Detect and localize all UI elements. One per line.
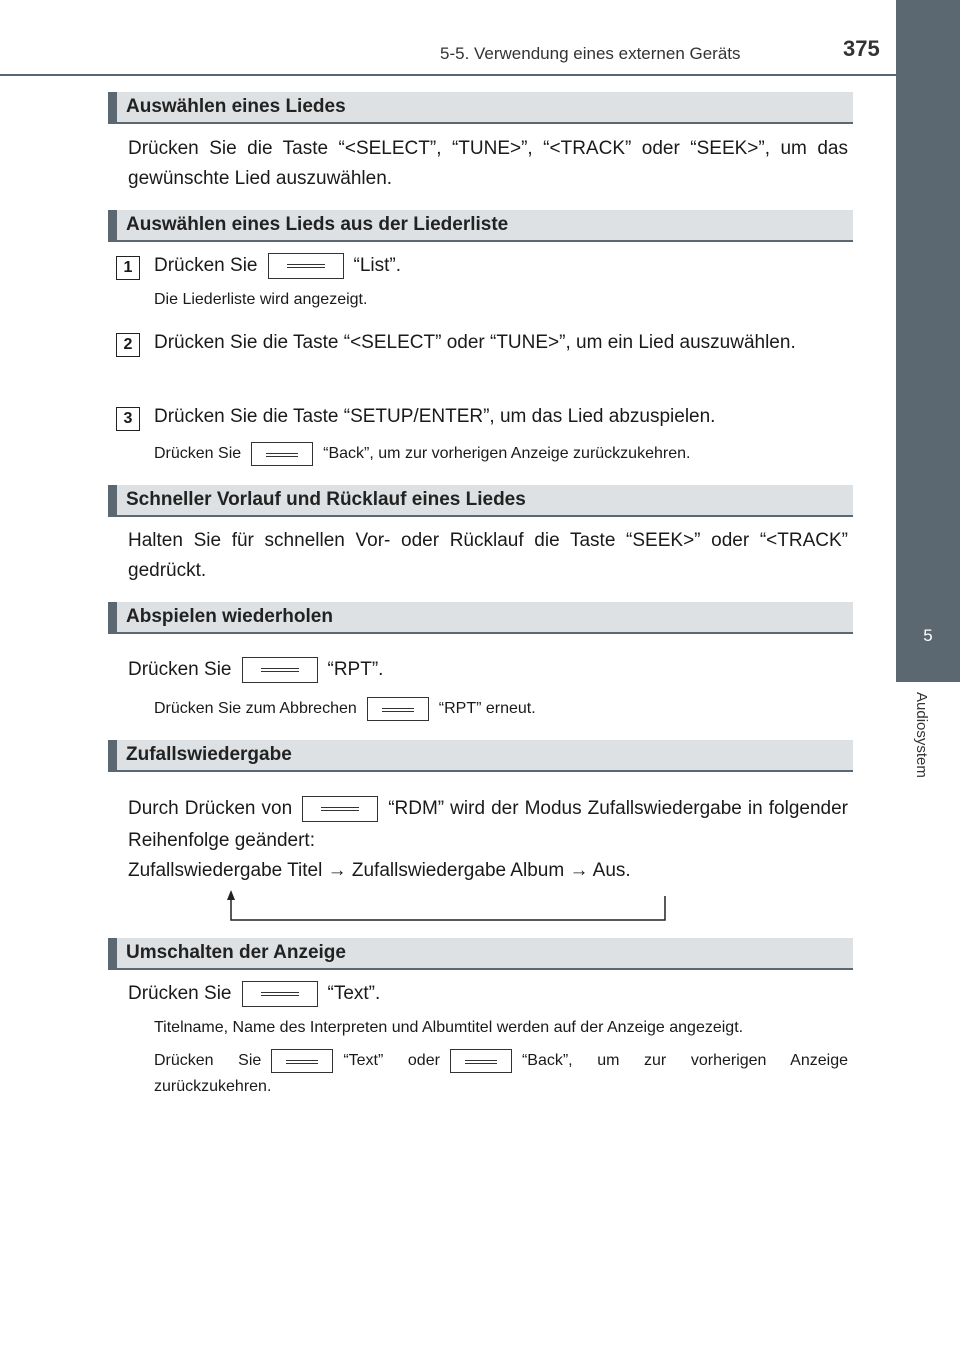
note (154, 696, 536, 722)
back-button-icon (450, 1049, 512, 1073)
rpt-button-icon (242, 657, 318, 683)
rdm-button-icon (302, 796, 378, 822)
step-text-post: “List”. (353, 255, 401, 276)
step-text (154, 251, 848, 281)
text-post: “RDM” wird der Modus Zufallswiedergabe in folgender Reihenfolge geändert: (128, 798, 849, 851)
section-header (108, 210, 853, 242)
note-post: “Back”, um zur vorherigen Anzeige zurückzukehren. (323, 445, 691, 462)
paragraph (128, 655, 848, 685)
step-note: Die Liederliste wird angezeigt. (154, 291, 368, 308)
list-button-icon (268, 253, 344, 279)
chapter-number: 5 (896, 602, 960, 682)
text-pre: Drücken Sie (128, 659, 232, 680)
note-mid: “Text” oder (343, 1052, 440, 1069)
section-header (108, 740, 853, 772)
text-pre: Durch Drücken von (128, 798, 293, 819)
section-header (108, 92, 853, 124)
rpt-button-icon (367, 697, 429, 721)
section-title: Auswählen eines Lieds aus der Liederliste (126, 214, 509, 235)
note-post: “Back”, um zur vorherigen Anzeige zurückzukehren. (154, 1052, 848, 1095)
section-header (108, 938, 853, 970)
paragraph: Drücken Sie die Taste “<SELECT”, “TUNE>”, “<TRACK” oder “SEEK>”, um das gewünschte Lied auszuwählen. (128, 138, 848, 189)
page-number: 375 (843, 36, 880, 61)
header-rule (0, 74, 960, 76)
paragraph (128, 979, 848, 1009)
paragraph (128, 793, 848, 857)
loop-arrow-icon (225, 890, 670, 930)
note-pre: Drücken Sie (154, 1052, 262, 1069)
sequence-text: Zufallswiedergabe Titel → Zufallswiedergabe Album → Aus. (128, 860, 631, 881)
section-header (108, 485, 853, 517)
step-number: 3 (116, 407, 140, 431)
section-title: Schneller Vorlauf und Rücklauf eines Liedes (126, 489, 526, 510)
note-pre: Drücken Sie zum Abbrechen (154, 700, 357, 717)
step-number: 1 (116, 256, 140, 280)
step-text: Drücken Sie die Taste “<SELECT” oder “TUNE>”, um ein Lied auszuwählen. (154, 332, 796, 353)
text-post: “RPT”. (327, 659, 384, 680)
back-button-icon (251, 442, 313, 466)
section-title: Zufallswiedergabe (126, 744, 292, 765)
section-title: Umschalten der Anzeige (126, 942, 346, 963)
section-header (108, 602, 853, 634)
section-title: Abspielen wiederholen (126, 606, 333, 627)
note (154, 1048, 848, 1100)
chapter-label: Audiosystem (913, 692, 930, 778)
step-note (154, 441, 690, 467)
running-header: 5-5. Verwendung eines externen Geräts (440, 44, 741, 63)
chapter-tab-bar (896, 0, 960, 602)
section-title: Auswählen eines Liedes (126, 96, 346, 117)
note-pre: Drücken Sie (154, 445, 242, 462)
step-text: Drücken Sie die Taste “SETUP/ENTER”, um das Lied abzuspielen. (154, 406, 716, 427)
text-button-icon (242, 981, 318, 1007)
note: Titelname, Name des Interpreten und Albumtitel werden auf der Anzeige angezeigt. (154, 1019, 744, 1036)
note-post: “RPT” erneut. (438, 700, 536, 717)
step-number: 2 (116, 333, 140, 357)
text-pre: Drücken Sie (128, 983, 232, 1004)
paragraph: Halten Sie für schnellen Vor- oder Rücklauf die Taste “SEEK>” oder “<TRACK” gedrückt. (128, 530, 848, 581)
step-text-pre: Drücken Sie (154, 255, 258, 276)
text-post: “Text”. (327, 983, 381, 1004)
text-button-icon (271, 1049, 333, 1073)
